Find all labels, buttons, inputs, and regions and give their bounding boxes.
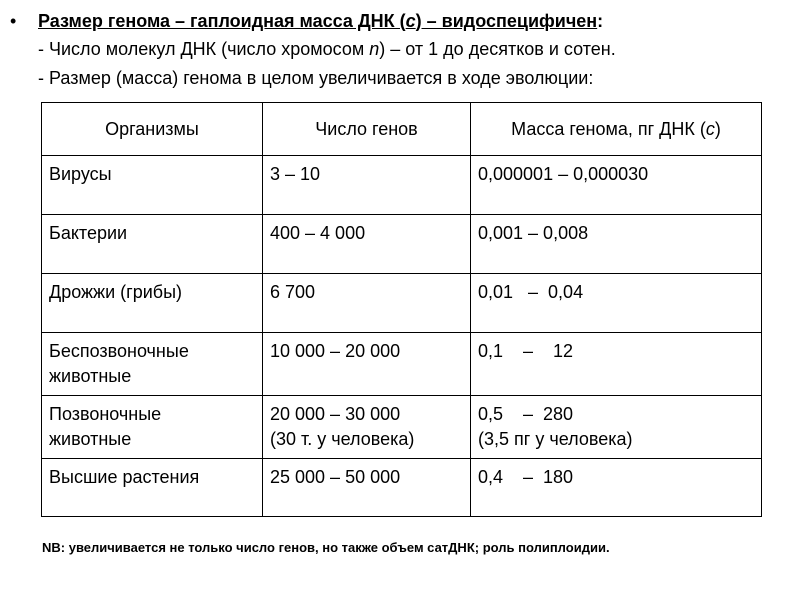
genome-mass-cell-line: 0,01 – 0,04 (478, 282, 584, 302)
heading-block (10, 8, 790, 92)
gene-count-cell (263, 156, 471, 215)
gene-count-cell-line: 20 000 – 30 000 (270, 404, 401, 424)
organism-cell-line: Беспозвоночные (49, 341, 189, 361)
genome-mass-cell-line: 0,1 – 12 (478, 341, 574, 361)
organism-cell (42, 396, 263, 459)
title-c: с (405, 11, 416, 31)
genome-mass-cell (471, 274, 762, 333)
line1-part1: - Число молекул ДНК (число хромосом (38, 39, 370, 59)
table-row (42, 396, 762, 459)
title-line (10, 8, 790, 34)
title-part2: ) – видоспецифичен (415, 11, 598, 31)
gene-count-cell-line: (30 т. у человека) (270, 429, 415, 449)
header-organisms: Организмы (42, 103, 263, 156)
table-row (42, 274, 762, 333)
table-body (42, 156, 762, 517)
organism-cell-line: Высшие растения (49, 467, 200, 487)
gene-count-cell-line: 25 000 – 50 000 (270, 467, 401, 487)
table-row (42, 459, 762, 517)
gene-count-cell-line: 6 700 (270, 282, 316, 302)
genome-size-table (41, 102, 762, 517)
organism-cell (42, 333, 263, 396)
genome-mass-cell (471, 215, 762, 274)
table-header-row (42, 103, 762, 156)
organism-cell-line: животные (49, 429, 132, 449)
subpoint-chromosomes (10, 34, 790, 64)
slide-title (38, 11, 597, 31)
table-row (42, 215, 762, 274)
genome-mass-cell (471, 396, 762, 459)
genome-mass-cell-line: 0,001 – 0,008 (478, 223, 589, 243)
gene-count-cell-line: 3 – 10 (270, 164, 321, 184)
gene-count-cell-line: 10 000 – 20 000 (270, 341, 401, 361)
organism-cell-line: Позвоночные (49, 404, 162, 424)
genome-mass-cell-line: 0,000001 – 0,000030 (478, 164, 649, 184)
title-colon: : (597, 11, 604, 31)
title-part1: Размер генома – гаплоидная масса ДНК ( (38, 11, 406, 31)
organism-cell-line: Бактерии (49, 223, 128, 243)
header-mass-part1: Масса генома, пг ДНК ( (511, 118, 706, 139)
organism-cell (42, 459, 263, 517)
organism-cell (42, 156, 263, 215)
bullet-icon: • (10, 11, 17, 31)
genome-mass-cell (471, 333, 762, 396)
subpoint-evolution: - Размер (масса) генома в целом увеличивается в ходе эволюции: (38, 68, 594, 88)
gene-count-cell (263, 333, 471, 396)
header-genome-mass (471, 103, 762, 156)
genome-mass-cell-line: 0,5 – 280 (478, 404, 574, 424)
gene-count-cell (263, 459, 471, 517)
organism-cell (42, 215, 263, 274)
organism-cell (42, 274, 263, 333)
nb-note: NB: увеличивается не только число генов, но также объем сатДНК; роль полиплоидии. (42, 540, 610, 555)
genome-mass-cell (471, 459, 762, 517)
line1-part2: ) – от 1 до десятков и сотен. (379, 39, 616, 59)
table-row (42, 156, 762, 215)
header-mass-c: с (705, 118, 715, 139)
table-row (42, 333, 762, 396)
gene-count-cell-line: 400 – 4 000 (270, 223, 366, 243)
line1-n: n (369, 39, 380, 59)
organism-cell-line: животные (49, 366, 132, 386)
genome-mass-cell-line: (3,5 пг у человека) (478, 429, 633, 449)
header-mass-part2: ) (714, 118, 721, 139)
gene-count-cell (263, 274, 471, 333)
genome-mass-cell (471, 156, 762, 215)
organism-cell-line: Дрожжи (грибы) (49, 282, 183, 302)
gene-count-cell (263, 396, 471, 459)
organism-cell-line: Вирусы (49, 164, 112, 184)
header-gene-count: Число генов (263, 103, 471, 156)
gene-count-cell (263, 215, 471, 274)
genome-mass-cell-line: 0,4 – 180 (478, 467, 574, 487)
